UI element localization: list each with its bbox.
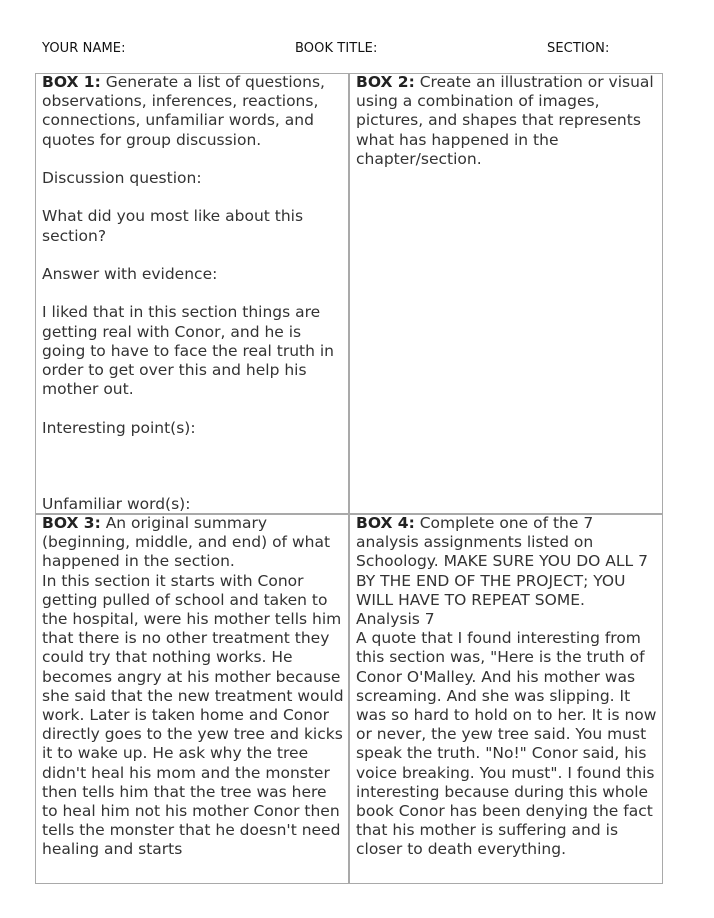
box-1[interactable] <box>42 73 346 515</box>
interesting-points-label: Interesting point(s): <box>42 418 196 437</box>
box-4-instructions-text: Complete one of the 7 analysis assignments listed on Schoology. MAKE SURE YOU DO ALL 7 BY THE END OF THE PROJECT; YOU WILL HAVE TO REPEAT SOME. <box>356 514 648 609</box>
unfamiliar-words-label: Unfamiliar word(s): <box>42 495 191 514</box>
analysis-text: A quote that I found interesting from this section was, "Here is the truth of Conor O'Malley. And his mother was screaming. And she was slipping. It was so hard to hold on to her. It is now or never, the yew tree said. You must speak the truth. "No!" Conor said, his voice breaking. You must". I found this interesting because during this whole book Conor has been denying the fact that his mother is suffering and is closer to death everything. <box>356 629 657 859</box>
box-3-instructions-text: An original summary (beginning, middle, and end) of what happened in the section. <box>42 514 331 571</box>
box-1-title: BOX 1: <box>42 73 101 91</box>
box-2-instructions-text: Create an illustration or visual using a combination of images, pictures, and shapes that represents what has happened in the chapter/section. <box>356 73 654 168</box>
box-4[interactable] <box>356 514 660 860</box>
box-4-title: BOX 4: <box>356 514 415 532</box>
box-3[interactable] <box>42 514 346 860</box>
box-2-title: BOX 2: <box>356 73 415 91</box>
box-1-instructions <box>42 73 346 150</box>
discussion-question: What did you most like about this section? <box>42 207 304 245</box>
discussion-question-label: Discussion question: <box>42 169 202 187</box>
box-2[interactable] <box>356 73 660 169</box>
grid-vertical-divider <box>348 73 350 884</box>
section-label: SECTION: <box>547 41 610 56</box>
answer-with-evidence-label: Answer with evidence: <box>42 264 218 283</box>
analysis-label: Analysis 7 <box>356 610 435 629</box>
book-title-label: BOOK TITLE: <box>295 41 378 56</box>
box-1-instructions-text: Generate a list of questions, observations, inferences, reactions, connections, unfamiliar words, and quotes for group discussion. <box>42 73 325 149</box>
answer-with-evidence: I liked that in this section things are getting real with Conor, and he is going to have to face the real truth in order to get over this and help his mother out. <box>42 303 334 399</box>
summary-text: In this section it starts with Conor getting pulled of school and taken to the hospital, were his mother tells him that there is no other treatment they could try that nothing works. He becomes angry at his mother because she said that the new treatment would work. Later is taken home and Conor directly goes to the yew tree and kicks it to wake up. He ask why the tree didn't heal his mom and the monster then tells him that the tree was here to heal him not his mother Conor then tells the monster that he doesn't need healing and starts <box>42 571 344 859</box>
box-2-instructions <box>356 73 660 169</box>
box-3-title: BOX 3: <box>42 514 101 532</box>
your-name-label: YOUR NAME: <box>42 41 126 56</box>
box-4-instructions <box>356 514 660 610</box>
box-3-instructions <box>42 514 346 572</box>
